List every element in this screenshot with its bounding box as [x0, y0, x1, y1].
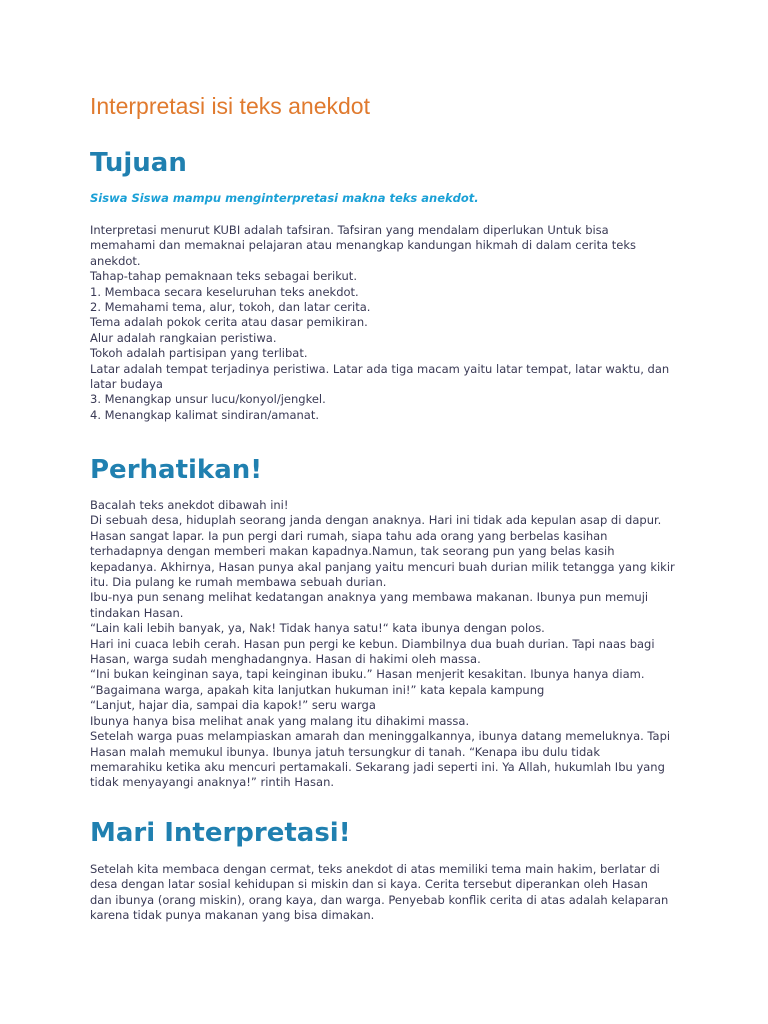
text-line: “Bagaimana warga, apakah kita lanjutkan hukuman ini!” kata kepala kampung — [90, 682, 545, 697]
text-line: Setelah kita membaca dengan cermat, teks anekdot di atas memiliki tema main hakim, berlatar di — [90, 862, 660, 876]
text-line: tindakan Hasan. — [90, 605, 184, 620]
text-line: 4. Menangkap kalimat sindiran/amanat. — [90, 407, 320, 422]
heading-perhatikan: Perhatikan! — [90, 455, 263, 485]
text-line: Bacalah teks anekdot dibawah ini! — [90, 498, 289, 512]
heading-mari-interpretasi: Mari Interpretasi! — [90, 818, 351, 848]
learning-goal: Siswa Siswa mampu menginterpretasi makna teks anekdot. — [90, 191, 479, 205]
text-line: terhadapnya dengan memberi makan kapadnya.Namun, tak seorang pun yang belas kasih — [90, 544, 615, 559]
document-title: Interpretasi isi teks anekdot — [90, 93, 370, 119]
text-line: “Lanjut, hajar dia, sampai dia kapok!” seru warga — [90, 698, 376, 713]
text-line: memahami dan memaknai pelajaran atau menangkap kandungan hikmah di dalam cerita teks — [90, 238, 637, 253]
text-line: 3. Menangkap unsur lucu/konyol/jengkel. — [90, 392, 326, 407]
text-line: Hasan malah memukul ibunya. Ibunya jatuh tersungkur di tanah. “Kenapa ibu dulu tidak — [90, 744, 600, 759]
text-line: Ibu-nya pun senang melihat kedatangan anaknya yang membawa makanan. Ibunya pun memuji — [90, 590, 649, 605]
text-line: 1. Membaca secara keseluruhan teks anekdot. — [90, 284, 359, 299]
text-line: anekdot. — [90, 253, 141, 268]
text-line: Ibunya hanya bisa melihat anak yang malang itu dihakimi massa. — [90, 713, 470, 728]
text-line: Hasan, warga sudah menghadangnya. Hasan di hakimi oleh massa. — [90, 652, 481, 667]
text-line: Latar adalah tempat terjadinya peristiwa. Latar ada tiga macam yaitu latar tempat, latar waktu, dan — [90, 361, 670, 376]
text-line: karena tidak punya makanan yang bisa dimakan. — [90, 908, 375, 923]
text-line: dan ibunya (orang miskin), orang kaya, dan warga. Penyebab konflik cerita di atas adalah kelaparan — [90, 892, 669, 907]
heading-tujuan: Tujuan — [90, 148, 187, 178]
text-line: Hari ini cuaca lebih cerah. Hasan pun pergi ke kebun. Diambilnya dua buah durian. Tapi naas bagi — [90, 636, 655, 651]
text-line: Hasan sangat lapar. Ia pun pergi dari rumah, siapa tahu ada orang yang berbelas kasihan — [90, 528, 608, 543]
text-line: 2. Memahami tema, alur, tokoh, dan latar cerita. — [90, 300, 371, 315]
paragraph-anecdote — [90, 498, 690, 791]
text-line: “Lain kali lebih banyak, ya, Nak! Tidak hanya satu!“ kata ibunya dengan polos. — [90, 621, 545, 636]
text-line: Tahap-tahap pemaknaan teks sebagai berikut. — [90, 269, 357, 284]
text-line: Tokoh adalah partisipan yang terlibat. — [90, 346, 308, 361]
text-line: desa dengan latar sosial kehidupan si miskin dan si kaya. Cerita tersebut diperankan oleh Hasan — [90, 877, 648, 892]
paragraph-interpretation — [90, 862, 690, 924]
text-line: Di sebuah desa, hiduplah seorang janda dengan anaknya. Hari ini tidak ada kepulan asap di dapur. — [90, 513, 662, 528]
text-line: kepadanya. Akhirnya, Hasan punya akal panjang yaitu mencuri buah durian milik tetangga yang kikir — [90, 559, 675, 574]
text-line: “Ini bukan keinginan saya, tapi keinginan ibuku.” Hasan menjerit kesakitan. Ibunya hanya diam. — [90, 667, 645, 682]
text-line: itu. Dia pulang ke rumah membawa sebuah durian. — [90, 575, 387, 590]
text-line: Alur adalah rangkaian peristiwa. — [90, 330, 277, 345]
text-line: tidak menyayangi anaknya!” rintih Hasan. — [90, 775, 335, 790]
text-line: Interpretasi menurut KUBI adalah tafsiran. Tafsiran yang mendalam diperlukan Untuk bisa — [90, 223, 609, 237]
text-line: Tema adalah pokok cerita atau dasar pemikiran. — [90, 315, 368, 330]
paragraph-tujuan — [90, 223, 690, 423]
text-line: memarahiku ketika aku mencuri pertamakali. Sekarang jadi seperti ini. Ya Allah, hukumlah Ibu yang — [90, 759, 665, 774]
text-line: latar budaya — [90, 377, 163, 392]
text-line: Setelah warga puas melampiaskan amarah dan meninggalkannya, ibunya datang memeluknya. Tapi — [90, 729, 671, 744]
